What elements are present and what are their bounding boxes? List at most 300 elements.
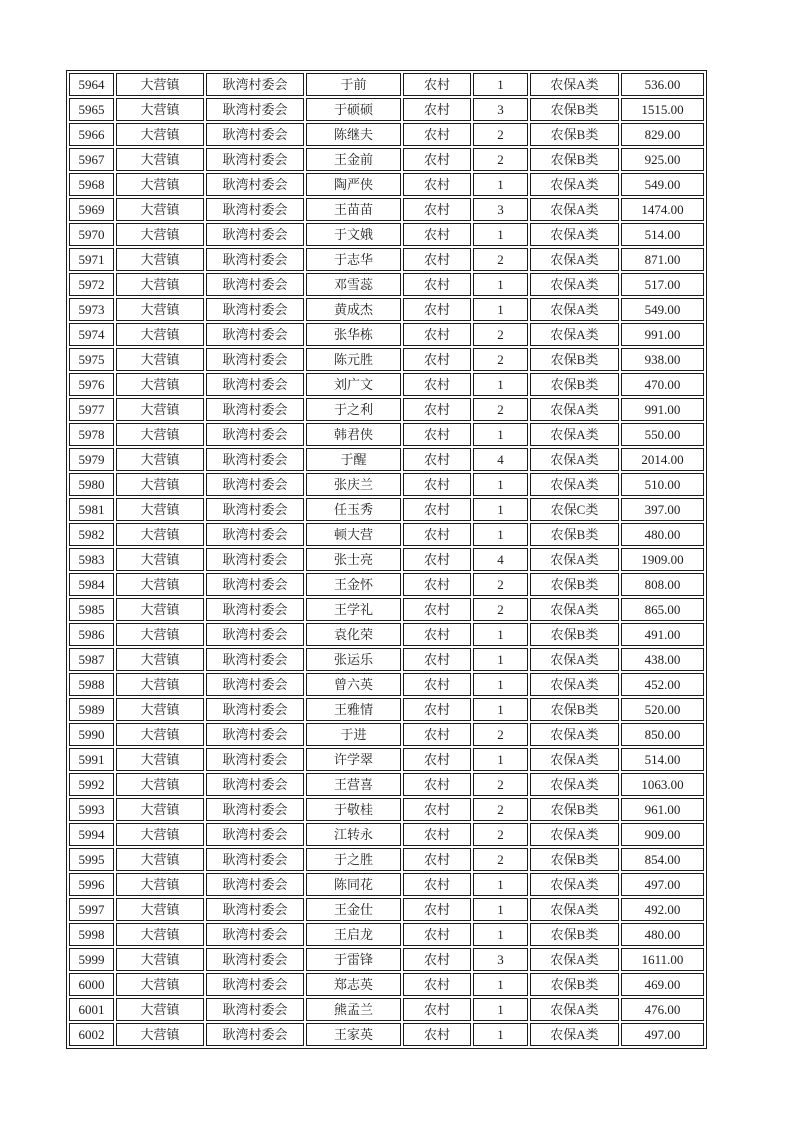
cell-person-name: 王学礼 [306,598,401,621]
cell-serial-number: 6001 [69,998,114,1021]
cell-village-committee: 耿湾村委会 [206,848,304,871]
cell-person-count: 1 [473,523,528,546]
cell-person-count: 2 [473,323,528,346]
cell-serial-number: 5979 [69,448,114,471]
cell-urban-rural-type: 农村 [403,798,471,821]
table-row [69,123,704,146]
cell-person-name: 陈同花 [306,873,401,896]
cell-serial-number: 5965 [69,98,114,121]
cell-amount: 497.00 [621,1023,704,1046]
cell-serial-number: 5990 [69,723,114,746]
cell-village-committee: 耿湾村委会 [206,373,304,396]
cell-town: 大营镇 [116,823,204,846]
cell-person-count: 1 [473,898,528,921]
cell-urban-rural-type: 农村 [403,248,471,271]
cell-person-count: 2 [473,123,528,146]
cell-serial-number: 5969 [69,198,114,221]
cell-town: 大营镇 [116,873,204,896]
cell-town: 大营镇 [116,98,204,121]
table-row [69,148,704,171]
cell-person-name: 王金怀 [306,573,401,596]
cell-insurance-category: 农保B类 [530,923,619,946]
cell-amount: 925.00 [621,148,704,171]
table-row [69,873,704,896]
cell-person-name: 陈元胜 [306,348,401,371]
cell-urban-rural-type: 农村 [403,623,471,646]
cell-person-name: 于进 [306,723,401,746]
cell-person-name: 王金仕 [306,898,401,921]
cell-insurance-category: 农保B类 [530,98,619,121]
table-row [69,423,704,446]
cell-town: 大营镇 [116,323,204,346]
cell-serial-number: 5964 [69,73,114,96]
cell-person-count: 1 [473,373,528,396]
cell-serial-number: 5993 [69,798,114,821]
cell-insurance-category: 农保A类 [530,873,619,896]
cell-village-committee: 耿湾村委会 [206,473,304,496]
cell-insurance-category: 农保B类 [530,798,619,821]
cell-village-committee: 耿湾村委会 [206,173,304,196]
cell-person-count: 3 [473,948,528,971]
cell-urban-rural-type: 农村 [403,848,471,871]
cell-serial-number: 5989 [69,698,114,721]
cell-urban-rural-type: 农村 [403,348,471,371]
cell-serial-number: 5992 [69,773,114,796]
cell-person-count: 4 [473,548,528,571]
cell-town: 大营镇 [116,848,204,871]
table-row [69,823,704,846]
cell-person-count: 1 [473,998,528,1021]
cell-person-name: 郑志英 [306,973,401,996]
cell-person-count: 1 [473,173,528,196]
cell-person-name: 黄成杰 [306,298,401,321]
table-row [69,748,704,771]
table-row [69,673,704,696]
cell-person-name: 于醒 [306,448,401,471]
cell-insurance-category: 农保A类 [530,598,619,621]
cell-insurance-category: 农保A类 [530,473,619,496]
cell-insurance-category: 农保A类 [530,1023,619,1046]
cell-urban-rural-type: 农村 [403,1023,471,1046]
cell-serial-number: 5968 [69,173,114,196]
cell-insurance-category: 农保A类 [530,323,619,346]
cell-serial-number: 5980 [69,473,114,496]
cell-amount: 397.00 [621,498,704,521]
cell-village-committee: 耿湾村委会 [206,398,304,421]
cell-insurance-category: 农保A类 [530,748,619,771]
cell-town: 大营镇 [116,248,204,271]
cell-amount: 871.00 [621,248,704,271]
cell-urban-rural-type: 农村 [403,673,471,696]
table-row [69,373,704,396]
cell-urban-rural-type: 农村 [403,298,471,321]
table-row [69,923,704,946]
cell-town: 大营镇 [116,423,204,446]
cell-village-committee: 耿湾村委会 [206,223,304,246]
cell-village-committee: 耿湾村委会 [206,898,304,921]
cell-person-count: 1 [473,973,528,996]
cell-village-committee: 耿湾村委会 [206,1023,304,1046]
cell-town: 大营镇 [116,948,204,971]
cell-village-committee: 耿湾村委会 [206,773,304,796]
cell-person-name: 任玉秀 [306,498,401,521]
table-row [69,73,704,96]
cell-insurance-category: 农保B类 [530,698,619,721]
cell-amount: 469.00 [621,973,704,996]
table-row [69,898,704,921]
cell-insurance-category: 农保A类 [530,648,619,671]
table-row [69,473,704,496]
cell-urban-rural-type: 农村 [403,773,471,796]
cell-amount: 1515.00 [621,98,704,121]
cell-person-name: 张庆兰 [306,473,401,496]
cell-amount: 514.00 [621,223,704,246]
cell-person-name: 许学翠 [306,748,401,771]
cell-insurance-category: 农保B类 [530,573,619,596]
cell-person-name: 王苗苗 [306,198,401,221]
cell-village-committee: 耿湾村委会 [206,448,304,471]
cell-village-committee: 耿湾村委会 [206,423,304,446]
cell-amount: 808.00 [621,573,704,596]
table-row [69,548,704,571]
cell-town: 大营镇 [116,448,204,471]
cell-amount: 452.00 [621,673,704,696]
cell-town: 大营镇 [116,173,204,196]
cell-village-committee: 耿湾村委会 [206,998,304,1021]
cell-town: 大营镇 [116,548,204,571]
table-row [69,1023,704,1046]
cell-insurance-category: 农保A类 [530,898,619,921]
cell-urban-rural-type: 农村 [403,548,471,571]
cell-urban-rural-type: 农村 [403,73,471,96]
cell-person-name: 于之利 [306,398,401,421]
cell-serial-number: 5991 [69,748,114,771]
cell-urban-rural-type: 农村 [403,448,471,471]
cell-serial-number: 5966 [69,123,114,146]
cell-person-name: 于敬桂 [306,798,401,821]
cell-urban-rural-type: 农村 [403,223,471,246]
cell-town: 大营镇 [116,648,204,671]
cell-insurance-category: 农保C类 [530,498,619,521]
cell-amount: 1474.00 [621,198,704,221]
cell-urban-rural-type: 农村 [403,648,471,671]
cell-insurance-category: 农保B类 [530,523,619,546]
cell-person-name: 陶严侠 [306,173,401,196]
cell-village-committee: 耿湾村委会 [206,973,304,996]
cell-village-committee: 耿湾村委会 [206,348,304,371]
cell-amount: 517.00 [621,273,704,296]
cell-person-count: 1 [473,873,528,896]
table-row [69,598,704,621]
cell-person-count: 2 [473,798,528,821]
cell-urban-rural-type: 农村 [403,423,471,446]
cell-town: 大营镇 [116,898,204,921]
cell-village-committee: 耿湾村委会 [206,73,304,96]
cell-person-count: 1 [473,473,528,496]
cell-amount: 514.00 [621,748,704,771]
cell-town: 大营镇 [116,623,204,646]
cell-serial-number: 5988 [69,673,114,696]
table-row [69,298,704,321]
cell-town: 大营镇 [116,973,204,996]
cell-person-count: 4 [473,448,528,471]
cell-person-name: 王营喜 [306,773,401,796]
cell-town: 大营镇 [116,723,204,746]
cell-town: 大营镇 [116,1023,204,1046]
cell-village-committee: 耿湾村委会 [206,273,304,296]
table-row [69,773,704,796]
cell-amount: 854.00 [621,848,704,871]
table-row [69,948,704,971]
cell-serial-number: 5982 [69,523,114,546]
cell-town: 大营镇 [116,923,204,946]
cell-urban-rural-type: 农村 [403,973,471,996]
cell-person-name: 陈继夫 [306,123,401,146]
cell-person-count: 2 [473,598,528,621]
cell-person-count: 2 [473,248,528,271]
cell-urban-rural-type: 农村 [403,498,471,521]
cell-serial-number: 5983 [69,548,114,571]
table-row [69,98,704,121]
cell-town: 大营镇 [116,273,204,296]
cell-person-count: 1 [473,673,528,696]
cell-person-name: 张士亮 [306,548,401,571]
cell-village-committee: 耿湾村委会 [206,623,304,646]
cell-serial-number: 5967 [69,148,114,171]
cell-insurance-category: 农保A类 [530,198,619,221]
cell-village-committee: 耿湾村委会 [206,298,304,321]
cell-person-name: 袁化荣 [306,623,401,646]
cell-insurance-category: 农保B类 [530,148,619,171]
cell-urban-rural-type: 农村 [403,198,471,221]
cell-amount: 491.00 [621,623,704,646]
cell-town: 大营镇 [116,73,204,96]
table-row [69,323,704,346]
cell-urban-rural-type: 农村 [403,598,471,621]
cell-village-committee: 耿湾村委会 [206,198,304,221]
cell-person-name: 张华栋 [306,323,401,346]
cell-amount: 510.00 [621,473,704,496]
cell-urban-rural-type: 农村 [403,923,471,946]
cell-insurance-category: 农保B类 [530,348,619,371]
cell-amount: 991.00 [621,323,704,346]
cell-insurance-category: 农保A类 [530,423,619,446]
cell-person-count: 2 [473,848,528,871]
cell-town: 大营镇 [116,373,204,396]
cell-village-committee: 耿湾村委会 [206,748,304,771]
cell-village-committee: 耿湾村委会 [206,148,304,171]
cell-insurance-category: 农保B类 [530,373,619,396]
cell-person-count: 2 [473,823,528,846]
cell-serial-number: 5976 [69,373,114,396]
cell-serial-number: 5975 [69,348,114,371]
cell-town: 大营镇 [116,398,204,421]
table-row [69,573,704,596]
table-row [69,273,704,296]
table-row [69,648,704,671]
cell-village-committee: 耿湾村委会 [206,98,304,121]
cell-urban-rural-type: 农村 [403,898,471,921]
cell-village-committee: 耿湾村委会 [206,823,304,846]
cell-amount: 492.00 [621,898,704,921]
cell-town: 大营镇 [116,473,204,496]
table-row [69,698,704,721]
cell-village-committee: 耿湾村委会 [206,948,304,971]
cell-amount: 497.00 [621,873,704,896]
cell-town: 大营镇 [116,198,204,221]
cell-amount: 550.00 [621,423,704,446]
cell-town: 大营镇 [116,573,204,596]
cell-serial-number: 6000 [69,973,114,996]
cell-amount: 2014.00 [621,448,704,471]
cell-village-committee: 耿湾村委会 [206,873,304,896]
cell-person-name: 江转永 [306,823,401,846]
cell-amount: 909.00 [621,823,704,846]
cell-town: 大营镇 [116,148,204,171]
cell-amount: 1063.00 [621,773,704,796]
cell-insurance-category: 农保A类 [530,273,619,296]
cell-person-name: 韩君侠 [306,423,401,446]
cell-person-name: 于雷锋 [306,948,401,971]
table-row [69,848,704,871]
cell-insurance-category: 农保B类 [530,848,619,871]
cell-urban-rural-type: 农村 [403,573,471,596]
cell-insurance-category: 农保B类 [530,123,619,146]
table-row [69,398,704,421]
cell-urban-rural-type: 农村 [403,523,471,546]
cell-urban-rural-type: 农村 [403,148,471,171]
cell-town: 大营镇 [116,348,204,371]
cell-insurance-category: 农保A类 [530,723,619,746]
cell-village-committee: 耿湾村委会 [206,923,304,946]
cell-town: 大营镇 [116,748,204,771]
cell-serial-number: 5999 [69,948,114,971]
cell-serial-number: 5995 [69,848,114,871]
records-table [66,70,707,1049]
cell-urban-rural-type: 农村 [403,948,471,971]
cell-urban-rural-type: 农村 [403,698,471,721]
cell-serial-number: 5997 [69,898,114,921]
cell-amount: 480.00 [621,523,704,546]
cell-urban-rural-type: 农村 [403,998,471,1021]
table-row [69,723,704,746]
cell-urban-rural-type: 农村 [403,723,471,746]
cell-person-count: 1 [473,73,528,96]
cell-town: 大营镇 [116,798,204,821]
cell-serial-number: 5996 [69,873,114,896]
table-row [69,198,704,221]
cell-person-name: 王金前 [306,148,401,171]
cell-amount: 549.00 [621,173,704,196]
cell-serial-number: 6002 [69,1023,114,1046]
cell-urban-rural-type: 农村 [403,873,471,896]
cell-person-name: 王启龙 [306,923,401,946]
cell-town: 大营镇 [116,523,204,546]
cell-serial-number: 5987 [69,648,114,671]
cell-amount: 536.00 [621,73,704,96]
cell-person-name: 刘广文 [306,373,401,396]
cell-insurance-category: 农保A类 [530,823,619,846]
cell-amount: 438.00 [621,648,704,671]
cell-insurance-category: 农保A类 [530,548,619,571]
cell-village-committee: 耿湾村委会 [206,673,304,696]
cell-insurance-category: 农保A类 [530,248,619,271]
cell-urban-rural-type: 农村 [403,748,471,771]
table-row [69,348,704,371]
cell-amount: 991.00 [621,398,704,421]
cell-person-count: 1 [473,423,528,446]
cell-person-name: 张运乐 [306,648,401,671]
cell-insurance-category: 农保A类 [530,173,619,196]
cell-person-count: 2 [473,573,528,596]
cell-town: 大营镇 [116,223,204,246]
cell-person-name: 于志华 [306,248,401,271]
cell-person-count: 2 [473,148,528,171]
cell-serial-number: 5981 [69,498,114,521]
cell-serial-number: 5994 [69,823,114,846]
cell-person-count: 3 [473,198,528,221]
cell-village-committee: 耿湾村委会 [206,548,304,571]
cell-person-count: 1 [473,298,528,321]
cell-insurance-category: 农保A类 [530,448,619,471]
cell-town: 大营镇 [116,673,204,696]
cell-town: 大营镇 [116,498,204,521]
cell-serial-number: 5984 [69,573,114,596]
table-row [69,223,704,246]
cell-serial-number: 5985 [69,598,114,621]
cell-amount: 480.00 [621,923,704,946]
cell-insurance-category: 农保A类 [530,398,619,421]
cell-person-name: 曾六英 [306,673,401,696]
cell-insurance-category: 农保A类 [530,773,619,796]
cell-village-committee: 耿湾村委会 [206,798,304,821]
cell-urban-rural-type: 农村 [403,173,471,196]
table-row [69,498,704,521]
cell-village-committee: 耿湾村委会 [206,723,304,746]
cell-town: 大营镇 [116,298,204,321]
cell-person-count: 1 [473,698,528,721]
cell-person-name: 王雅情 [306,698,401,721]
cell-amount: 850.00 [621,723,704,746]
cell-person-name: 于硕硕 [306,98,401,121]
table-row [69,448,704,471]
cell-urban-rural-type: 农村 [403,373,471,396]
cell-person-name: 王家英 [306,1023,401,1046]
cell-amount: 1909.00 [621,548,704,571]
cell-urban-rural-type: 农村 [403,473,471,496]
table-row [69,623,704,646]
cell-amount: 938.00 [621,348,704,371]
cell-person-name: 于之胜 [306,848,401,871]
cell-person-count: 1 [473,648,528,671]
table-row [69,998,704,1021]
cell-amount: 520.00 [621,698,704,721]
cell-person-count: 1 [473,623,528,646]
cell-town: 大营镇 [116,123,204,146]
table-row [69,173,704,196]
cell-amount: 549.00 [621,298,704,321]
cell-serial-number: 5970 [69,223,114,246]
cell-town: 大营镇 [116,698,204,721]
cell-serial-number: 5973 [69,298,114,321]
cell-person-count: 3 [473,98,528,121]
cell-person-count: 1 [473,223,528,246]
cell-urban-rural-type: 农村 [403,123,471,146]
cell-urban-rural-type: 农村 [403,323,471,346]
cell-village-committee: 耿湾村委会 [206,648,304,671]
cell-amount: 829.00 [621,123,704,146]
cell-person-count: 2 [473,348,528,371]
